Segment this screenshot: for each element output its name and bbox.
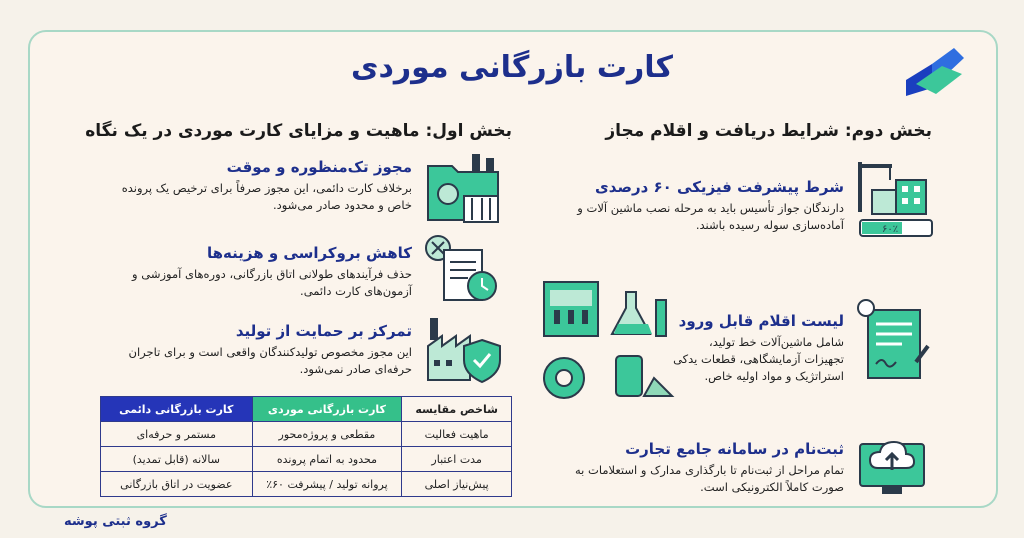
table-row	[101, 472, 512, 497]
page-title: کارت بازرگانی موردی	[351, 50, 673, 85]
cloud-upload-monitor-icon	[856, 430, 928, 498]
progress-badge-label: ۶۰٪	[882, 224, 899, 235]
factory-progress-icon	[852, 158, 938, 242]
right-item-registration	[544, 440, 844, 496]
table-row	[101, 447, 512, 472]
table-header-cell: کارت بازرگانی موردی	[252, 397, 402, 422]
right-item-title: شرط پیشرفت فیزیکی ۶۰ درصدی	[595, 178, 844, 196]
right-item-body: تمام مراحل از ثبت‌نام تا بارگذاری مدارک و استعلامات به صورت کاملاً الکترونیکی است.	[574, 463, 844, 494]
left-item-title: کاهش بروکراسی و هزینه‌ها	[207, 244, 412, 262]
left-item-body: این مجوز مخصوص تولیدکنندگان واقعی است و برای تاجران حرفه‌ای صادر نمی‌شود.	[128, 345, 412, 376]
document-clock-icon	[424, 234, 504, 306]
left-item-body: برخلاف کارت دائمی، این مجوز صرفاً برای ترخیص یک پرونده خاص و محدود صادر می‌شود.	[121, 181, 412, 212]
table-header-cell: کارت بازرگانی دائمی	[101, 397, 253, 422]
table-cell: مقطعی و پروژه‌محور	[252, 422, 402, 447]
table-cell: مدت اعتبار	[402, 447, 512, 472]
table-cell: پیش‌نیاز اصلی	[402, 472, 512, 497]
table-cell: ماهیت فعالیت	[402, 422, 512, 447]
section-right-heading: بخش دوم: شرایط دریافت و اقلام مجاز	[605, 121, 932, 141]
factory-shield-icon	[424, 314, 506, 384]
footer-brand: گروه ثبتی پوشه	[64, 514, 167, 529]
table-cell: محدود به اتمام پرونده	[252, 447, 402, 472]
table-header-cell: شاخص مقایسه	[402, 397, 512, 422]
left-item-production-support	[112, 322, 412, 378]
left-item-single-purpose	[112, 158, 412, 214]
table-cell: مستمر و حرفه‌ای	[101, 422, 253, 447]
machinery-lab-icons	[540, 280, 678, 406]
left-item-body: حذف فرآیندهای طولانی اتاق بازرگانی، دوره‌های آموزشی و آزمون‌های کارت دائمی.	[132, 267, 412, 298]
table-row	[101, 422, 512, 447]
left-item-title: تمرکز بر حمایت از تولید	[235, 322, 412, 340]
folder-factory-icon	[424, 152, 504, 226]
left-item-bureaucracy	[112, 244, 412, 300]
right-item-progress	[544, 178, 844, 234]
right-item-allowed-goods	[666, 312, 844, 385]
right-item-body: دارندگان جواز تأسیس باید به مرحله نصب ماشین آلات و آماده‌سازی سوله رسیده باشند.	[577, 201, 844, 232]
right-item-title: لیست اقلام قابل ورود	[678, 312, 844, 330]
table-header-row	[101, 397, 512, 422]
table-cell: پروانه تولید / پیشرفت ۶۰٪	[252, 472, 402, 497]
document-sign-icon	[856, 298, 932, 386]
left-item-title: مجوز تک‌منظوره و موقت	[226, 158, 412, 176]
table-cell: سالانه (قابل تمدید)	[101, 447, 253, 472]
right-item-body: شامل ماشین‌آلات خط تولید، تجهیزات آزمایشگاهی، قطعات یدکی استراتژیک و مواد اولیه خاص.	[673, 335, 844, 383]
right-item-title: ثبت‌نام در سامانه جامع تجارت	[625, 440, 844, 458]
comparison-table	[100, 396, 512, 497]
section-left-heading: بخش اول: ماهیت و مزایای کارت موردی در یک نگاه	[85, 121, 512, 141]
table-cell: عضویت در اتاق بازرگانی	[101, 472, 253, 497]
